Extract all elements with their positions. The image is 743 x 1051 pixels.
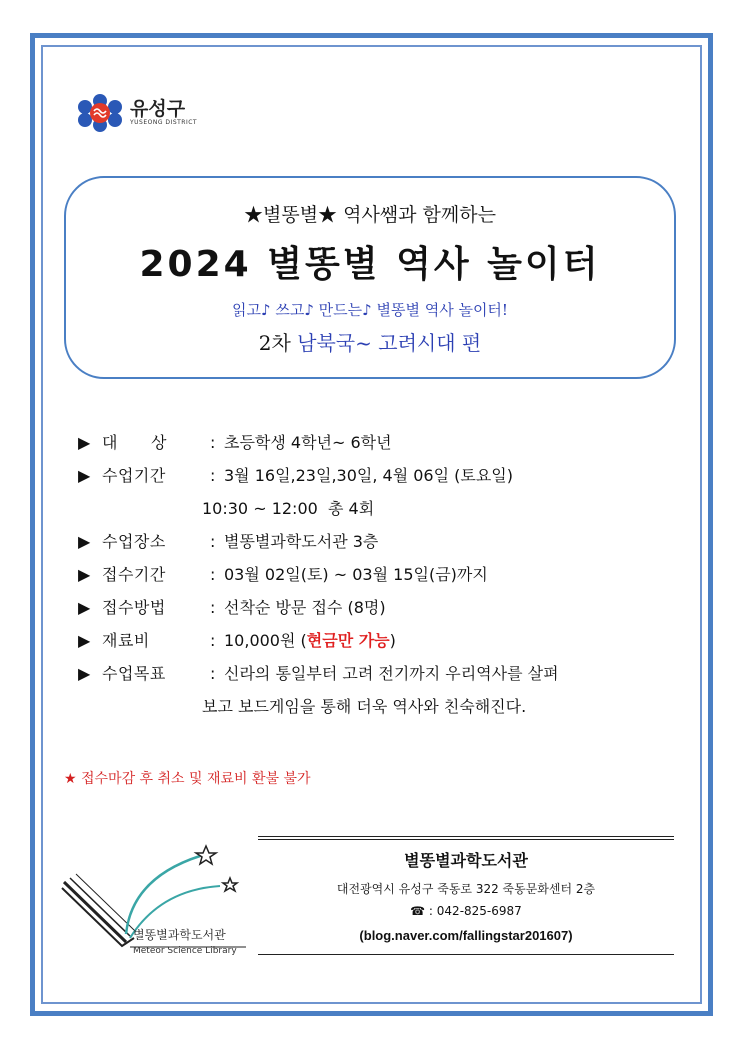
title-box	[64, 176, 676, 379]
bullet-icon: ▶	[78, 532, 91, 551]
fee-label: 재료비	[102, 631, 150, 650]
library-name: 별똥별과학도서관	[404, 851, 528, 870]
goal-line-1: 신라의 통일부터 고려 전기까지 우리역사를 살펴	[224, 664, 559, 683]
cancellation-notice: ★ 접수마감 후 취소 및 재료비 환불 불가	[64, 771, 311, 787]
colon: :	[210, 664, 216, 683]
fee-note: 현금만 가능	[306, 631, 390, 650]
page-title: 2024 별똥별 역사 놀이터	[139, 244, 601, 285]
colon: :	[210, 433, 216, 452]
info-row-goal-2	[202, 690, 559, 723]
period-label: 수업기간	[102, 466, 166, 485]
info-list	[78, 426, 559, 723]
reg-method-label: 접수방법	[102, 598, 166, 617]
place-value: 별똥별과학도서관 3층	[224, 532, 379, 551]
top-divider	[258, 836, 674, 837]
bullet-icon: ▶	[78, 466, 91, 485]
library-address: 대전광역시 유성구 죽동로 322 죽동문화센터 2층	[336, 882, 596, 896]
yuseong-logo	[74, 93, 197, 133]
info-row-place	[78, 525, 559, 558]
period-value: 3월 16일,23일,30일, 4월 06일 (토요일)	[224, 466, 513, 485]
info-row-period-time	[202, 492, 559, 525]
colon: :	[210, 466, 216, 485]
session-topic: 남북국~ 고려시대 편	[297, 331, 482, 355]
reg-method-value: 선착순 방문 접수 (8명)	[224, 598, 386, 617]
target-label: 대 상	[102, 433, 167, 452]
info-row-period	[78, 459, 559, 492]
info-row-goal	[78, 657, 559, 690]
bullet-icon: ▶	[78, 631, 91, 650]
colon: :	[210, 532, 216, 551]
info-row-fee	[78, 624, 559, 657]
bullet-icon: ▶	[78, 433, 91, 452]
title-subtitle: ★별똥별★ 역사쌤과 함께하는	[244, 204, 496, 226]
top-divider-2	[258, 839, 674, 840]
period-time: 10:30 ~ 12:00 총 4회	[202, 499, 375, 518]
info-row-reg-method	[78, 591, 559, 624]
yuseong-emblem-icon	[74, 93, 126, 133]
info-row-target	[78, 426, 559, 459]
reg-period-label: 접수기간	[102, 565, 166, 584]
library-phone: ☎ : 042-825-6987	[410, 904, 522, 918]
reg-period-value: 03월 02일(토) ~ 03월 15일(금)까지	[224, 565, 488, 584]
goal-line-2: 보고 보드게임을 통해 더욱 역사와 친숙해진다.	[202, 697, 527, 716]
bullet-icon: ▶	[78, 598, 91, 617]
colon: :	[210, 598, 216, 617]
title-session	[66, 327, 674, 356]
library-logo-name-kr: 별똥별과학도서관	[133, 928, 226, 942]
bullet-icon: ▶	[78, 565, 91, 584]
fee-amount: 10,000원 (	[224, 631, 307, 650]
logo-name-en: YUSEONG DISTRICT	[130, 119, 198, 126]
logo-name-kr: 유성구	[130, 98, 186, 120]
contact-block	[258, 836, 674, 956]
colon: :	[210, 631, 216, 650]
place-label: 수업장소	[102, 532, 166, 551]
fee-close: )	[389, 631, 396, 650]
bullet-icon: ▶	[78, 664, 91, 683]
target-value: 초등학생 4학년~ 6학년	[224, 433, 392, 452]
info-row-reg-period	[78, 558, 559, 591]
goal-label: 수업목표	[102, 664, 166, 683]
title-tagline: 읽고♪ 쓰고♪ 만드는♪ 별똥별 역사 놀이터!	[232, 301, 508, 319]
fee-value	[224, 624, 396, 657]
library-logo-name-en: Meteor Science Library	[133, 946, 237, 956]
bottom-divider	[258, 954, 674, 955]
session-prefix: 2차	[258, 331, 291, 355]
colon: :	[210, 565, 216, 584]
library-blog-link[interactable]: (blog.naver.com/fallingstar201607)	[359, 928, 573, 943]
